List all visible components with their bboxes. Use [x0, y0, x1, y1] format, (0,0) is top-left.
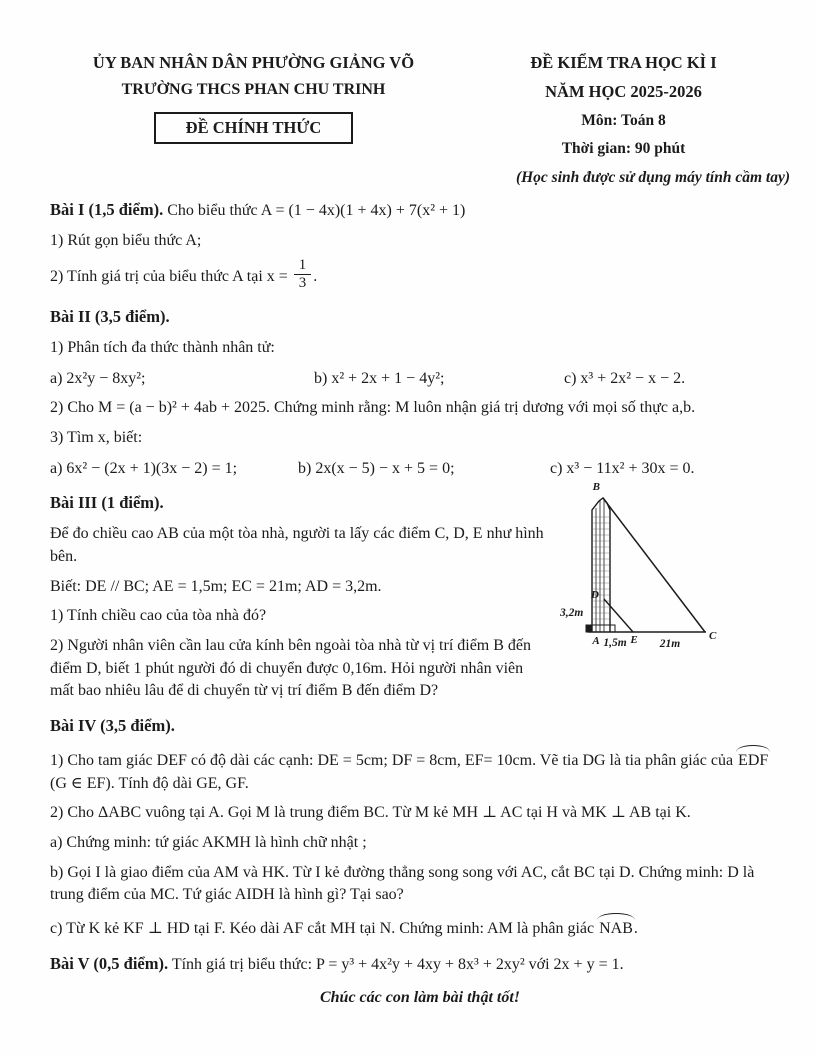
bai2-title-line — [50, 305, 790, 330]
bai2-factor-a: a) 2x²y − 8xy²; — [50, 369, 146, 387]
measure-label-EC: 21m — [659, 638, 681, 651]
section-bai-4 — [50, 714, 790, 941]
bai4-item2c — [50, 914, 790, 941]
footer-wish: Chúc các con làm bài thật tốt! — [319, 988, 520, 1006]
bai1-item1: 1) Rút gọn biểu thức A; — [50, 231, 202, 249]
bai4-title: Bài IV (3,5 điểm). — [50, 716, 175, 736]
bai1-title-line — [50, 198, 790, 223]
fraction-denominator: 3 — [298, 275, 307, 292]
subject: Môn: Toán 8 — [581, 111, 666, 129]
bai1-item2 — [50, 256, 790, 295]
bai2-solve-a: a) 6x² − (2x + 1)(3x − 2) = 1; — [50, 459, 238, 477]
header-left-block — [50, 52, 457, 159]
org-name-line2: TRƯỜNG THCS PHAN CHU TRINH — [121, 81, 386, 99]
fraction-one-third — [294, 258, 312, 293]
bai1-title: Bài I (1,5 điểm). — [50, 200, 164, 220]
bai2-factor-row — [50, 368, 790, 391]
bai2-item1: 1) Phân tích đa thức thành nhân tử: — [50, 338, 275, 356]
exam-title: ĐỀ KIỂM TRA HỌC KÌ I — [530, 53, 717, 72]
point-label-C: C — [709, 630, 717, 643]
building-base-block — [586, 625, 592, 632]
bai4-item2: 2) Cho ΔABC vuông tại A. Gọi M là trung điểm BC. Từ M kẻ MH ⊥ AC tại H và MK ⊥ AB tại K. — [50, 804, 691, 822]
building-height-figure — [554, 477, 790, 659]
measure-label-AD: 3,2m — [560, 607, 584, 620]
point-label-D: D — [591, 589, 599, 602]
bai1-formula: A = (1 − 4x)(1 + 4x) + 7(x² + 1) — [260, 202, 466, 220]
bai3-title: Bài III (1 điểm). — [50, 493, 164, 513]
org-name-line1: ỦY BAN NHÂN DÂN PHƯỜNG GIẢNG VÕ — [92, 53, 415, 72]
section-bai-1 — [50, 198, 790, 294]
section-bai-3 — [50, 481, 790, 703]
bai2-factor-c: c) x³ + 2x² − x − 2. — [564, 369, 686, 387]
bai4-title-line — [50, 714, 790, 739]
bai4-item1-text: 1) Cho tam giác DEF có độ dài các cạnh: DE = 5cm; DF = 8cm, EF= 10cm. Vẽ tia DG là tia phân giác của — [50, 751, 734, 769]
bai2-item3: 3) Tìm x, biết: — [50, 428, 143, 446]
bai2-item2: 2) Cho M = (a − b)² + 4ab + 2025. Chứng minh rằng: M luôn nhận giá trị dương với mọi số thực a,b. — [50, 399, 696, 417]
bai4-item2b: b) Gọi I là giao điểm của AM và HK. Từ I kẻ đường thẳng song song với AC, cắt BC tại D. Chứng minh: D là trung điểm của MC. Tứ giác AIDH là hình gì? Tại sao? — [50, 863, 755, 904]
bai4-item1-tail: (G ∈ EF). Tính độ dài GE, GF. — [50, 774, 249, 792]
measure-label-AE: 1,5m — [603, 637, 627, 650]
bai3-p2: Biết: DE // BC; AE = 1,5m; EC = 21m; AD = 3,2m. — [50, 577, 382, 595]
bai5-line — [50, 952, 790, 977]
bai1-item2-period: . — [313, 267, 318, 285]
section-bai-2 — [50, 305, 790, 480]
angle-EDF-notation: EDF — [737, 746, 769, 773]
building-hatching — [593, 517, 609, 625]
bai1-item2-text: 2) Tính giá trị của biểu thức A tại x = — [50, 267, 288, 285]
point-label-A: A — [592, 635, 600, 648]
bai5-text: Tính giá trị biểu thức: P = y³ + 4x²y + 4xy + 8x³ + 2xy² với 2x + y = 1. — [171, 955, 624, 973]
bai2-solve-c: c) x³ − 11x² + 30x = 0. — [550, 459, 695, 477]
bai1-intro: Cho biểu thức — [167, 202, 258, 220]
angle-NAB-notation: NAB — [598, 914, 634, 941]
sight-line-BC — [603, 498, 705, 632]
bai3-item2: 2) Người nhân viên cần lau cửa kính bên ngoài tòa nhà từ vị trí điểm B đến điểm D, biết 1 phút người đó di chuyển được 0,16m. Hỏi người nhân viên mất bao nhiêu lâu để di chuyển từ vị trí điểm B đến điểm D? — [50, 637, 532, 700]
bai4-item2c-period: . — [633, 920, 638, 938]
point-label-B: B — [592, 481, 600, 494]
bai3-item1: 1) Tính chiều cao của tòa nhà đó? — [50, 607, 267, 625]
school-year: NĂM HỌC 2025-2026 — [545, 82, 702, 102]
official-exam-stamp: ĐỀ CHÍNH THỨC — [154, 112, 354, 144]
bai4-item1 — [50, 746, 790, 795]
building-vertical-lines — [596, 500, 604, 632]
bai3-p1: Để đo chiều cao AB của một tòa nhà, người ta lấy các điểm C, D, E như hình bên. — [50, 525, 544, 565]
bai2-title: Bài II (3,5 điểm). — [50, 307, 170, 327]
point-label-E: E — [630, 634, 638, 647]
header-right-block — [457, 52, 790, 159]
line-DE — [604, 599, 633, 632]
section-bai-5 — [50, 952, 790, 977]
fraction-numerator: 1 — [294, 258, 312, 276]
duration: Thời gian: 90 phút — [561, 140, 686, 158]
bai4-item2c-text: c) Từ K kẻ KF ⊥ HD tại F. Kéo dài AF cắt MH tại N. Chứng minh: AM là phân giác — [50, 920, 595, 938]
calculator-note: (Học sinh được sử dụng máy tính cầm tay) — [515, 169, 790, 187]
bai5-title: Bài V (0,5 điểm). — [50, 953, 169, 973]
bai2-solve-b: b) 2x(x − 5) − x + 5 = 0; — [298, 459, 455, 477]
bai2-factor-b: b) x² + 2x + 1 − 4y²; — [314, 369, 445, 387]
bai2-solve-row — [50, 458, 790, 481]
bai4-item2a: a) Chứng minh: tứ giác AKMH là hình chữ nhật ; — [50, 834, 367, 852]
header — [50, 52, 790, 159]
building-triangle-diagram — [554, 477, 790, 659]
